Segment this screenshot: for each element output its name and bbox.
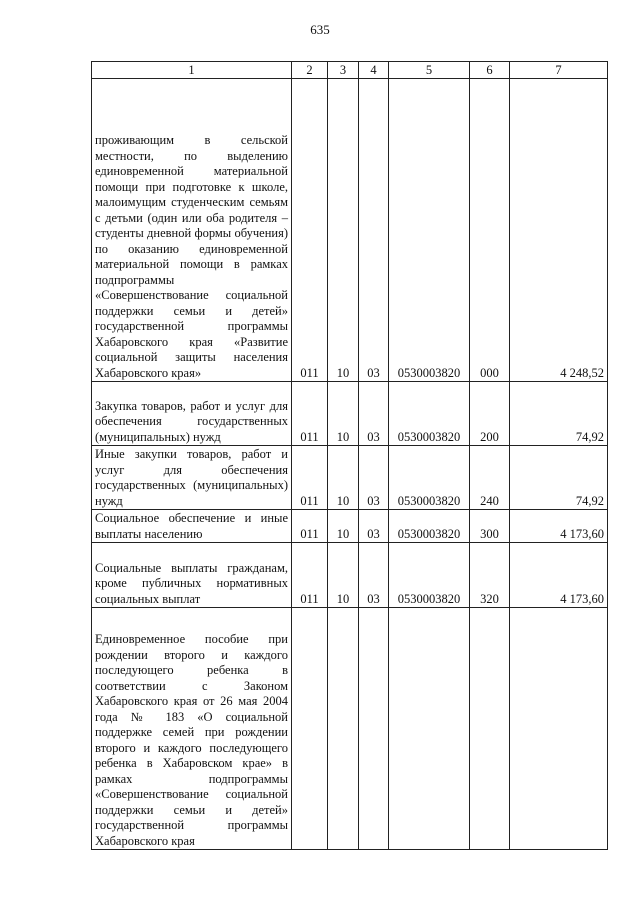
column-header-2: 2 [292, 62, 328, 79]
table-row [92, 382, 608, 446]
row-name: проживающим в сельской местности, по выделению единовременной материальной помощи при подготовке к школе, малоимущим студенческим семьям с детьми (один или оба родителя – студенты дневной формы обучения) по оказанию единовременной материальной помощи в рамках подпрограммы «Совершенствование социальной поддержки семьи и детей» государственной программы Хабаровского края «Развитие социальной защиты населения Хабаровского края» [92, 79, 292, 382]
page-number: 635 [310, 22, 330, 37]
table-row [92, 543, 608, 608]
column-header-6: 6 [470, 62, 510, 79]
column-header-4: 4 [359, 62, 389, 79]
row-name: Закупка товаров, работ и услуг для обеспечения государственных (муниципальных) нужд [92, 382, 292, 446]
cell-target-article [389, 608, 470, 850]
cell-subsection [359, 608, 389, 850]
cell-amount: 4 173,60 [510, 510, 608, 543]
cell-subsection: 03 [359, 510, 389, 543]
cell-amount [510, 608, 608, 850]
cell-section: 10 [328, 446, 359, 510]
cell-amount: 4 248,52 [510, 79, 608, 382]
column-header-7: 7 [510, 62, 608, 79]
row-name: Социальное обеспечение и иные выплаты населению [92, 510, 292, 543]
cell-subsection: 03 [359, 543, 389, 608]
cell-expense-type: 300 [470, 510, 510, 543]
cell-expense-type: 320 [470, 543, 510, 608]
cell-section: 10 [328, 543, 359, 608]
column-header-1: 1 [92, 62, 292, 79]
row-name: Иные закупки товаров, работ и услуг для обеспечения государственных (муниципальных) нужд [92, 446, 292, 510]
cell-amount: 74,92 [510, 382, 608, 446]
cell-section: 10 [328, 79, 359, 382]
cell-ministry-code [292, 608, 328, 850]
cell-subsection: 03 [359, 382, 389, 446]
cell-section: 10 [328, 510, 359, 543]
column-header-3: 3 [328, 62, 359, 79]
header-row [92, 62, 608, 79]
cell-amount: 4 173,60 [510, 543, 608, 608]
column-header-5: 5 [389, 62, 470, 79]
cell-expense-type: 240 [470, 446, 510, 510]
cell-section: 10 [328, 382, 359, 446]
cell-amount: 74,92 [510, 446, 608, 510]
cell-expense-type [470, 608, 510, 850]
row-name: Единовременное пособие при рождении второго и каждого последующего ребенка в соответствии с Законом Хабаровского края от 26 мая 2004 года № 183 «О социальной поддержке семей при рождении второго и каждого последующего ребенка в Хабаровском крае» в рамках подпрограммы «Совершенствование социальной поддержки семьи и детей» государственной программы Хабаровского края [92, 608, 292, 850]
table-row [92, 608, 608, 850]
cell-target-article: 0530003820 [389, 510, 470, 543]
table-row [92, 446, 608, 510]
cell-ministry-code: 011 [292, 79, 328, 382]
cell-target-article: 0530003820 [389, 543, 470, 608]
cell-subsection: 03 [359, 446, 389, 510]
cell-ministry-code: 011 [292, 510, 328, 543]
table-row [92, 79, 608, 382]
cell-subsection: 03 [359, 79, 389, 382]
row-name: Социальные выплаты гражданам, кроме публичных нормативных социальных выплат [92, 543, 292, 608]
cell-target-article: 0530003820 [389, 382, 470, 446]
budget-table [91, 61, 608, 850]
cell-target-article: 0530003820 [389, 446, 470, 510]
cell-ministry-code: 011 [292, 446, 328, 510]
cell-target-article: 0530003820 [389, 79, 470, 382]
cell-expense-type: 200 [470, 382, 510, 446]
cell-expense-type: 000 [470, 79, 510, 382]
cell-ministry-code: 011 [292, 543, 328, 608]
cell-ministry-code: 011 [292, 382, 328, 446]
cell-section [328, 608, 359, 850]
table-row [92, 510, 608, 543]
